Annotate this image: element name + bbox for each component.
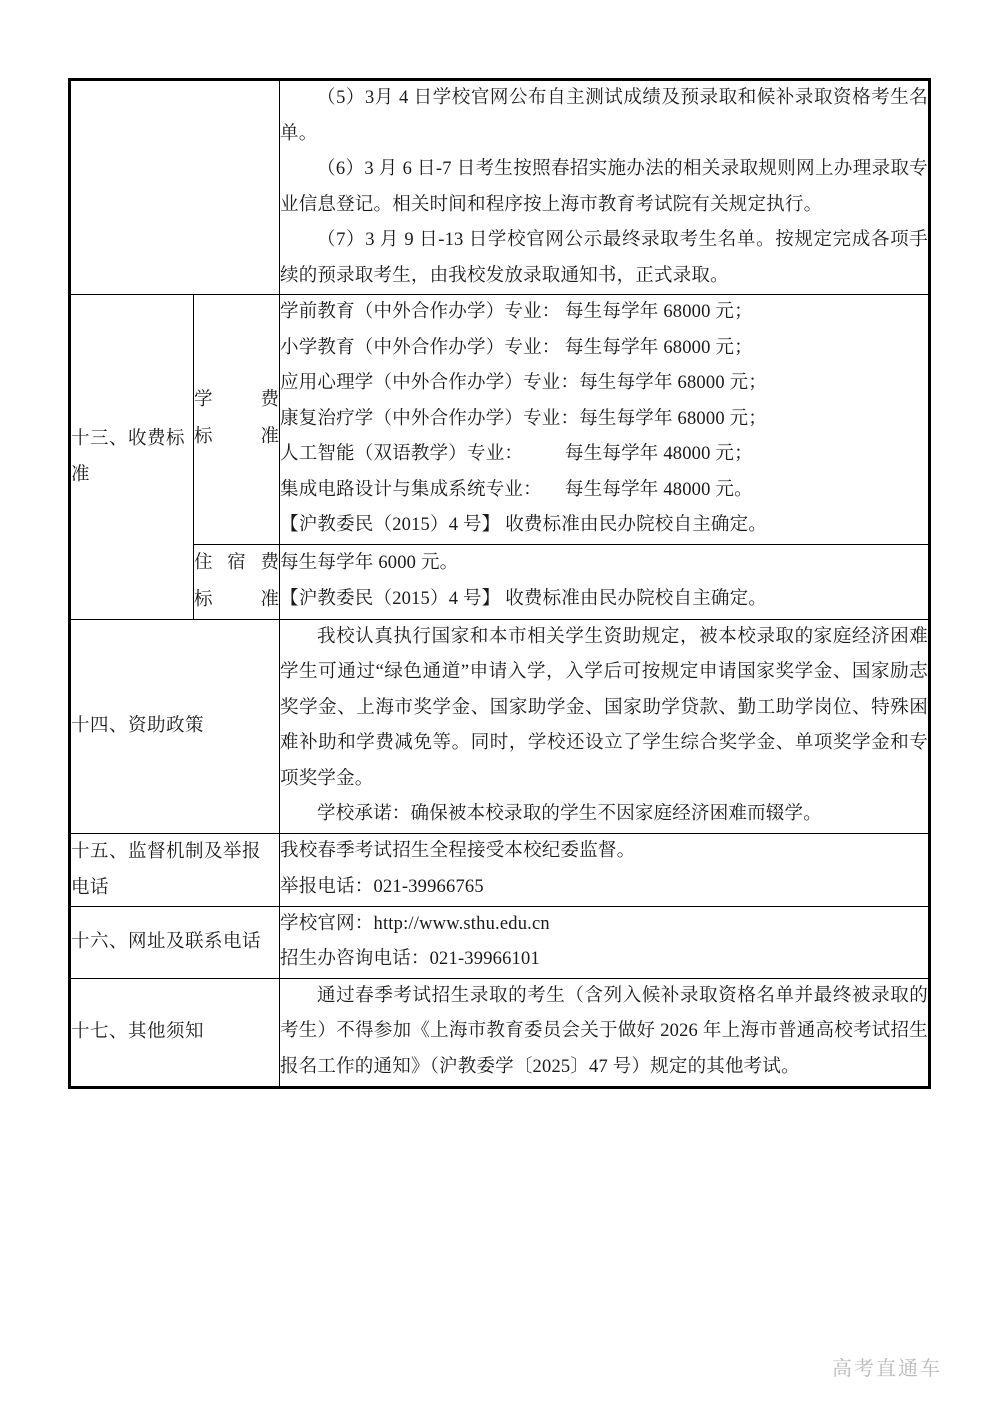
tuition-major-name: 学前教育（中外合作办学）专业： — [280, 302, 561, 323]
accommodation-fee-sub-label — [194, 544, 280, 619]
table-row-supervision — [70, 833, 930, 906]
tuition-fee-sub-label — [194, 295, 280, 545]
tuition-item — [280, 331, 928, 367]
other-notices-paragraph: 通过春季考试招生录取的考生（含列入候补录取资格名单并最终被录取的考生）不得参加《上海市教育委员会关于做好 2026 年上海市普通高校考试招生报名工作的通知》（沪教委学〔2025〕47 号）规定的其他考试。 — [280, 985, 928, 1077]
tuition-amount: 每生每学年 48000 元。 — [565, 479, 753, 500]
accommodation-fee-body — [280, 544, 930, 619]
tuition-sub-label-line1: 学 费 — [194, 390, 279, 411]
aid-paragraph-1: 我校认真执行国家和本市相关学生资助规定，被本校录取的家庭经济困难学生可通过“绿色通道”申请入学，入学后可按规定申请国家奖学金、国家励志奖学金、上海市奖学金、国家助学金、国家助学贷款、勤工助学岗位、特殊困难补助和学费减免等。同时，学校还设立了学生综合奖学金、单项奖学金和专项奖学金。 — [280, 626, 928, 789]
other-row-label: 十七、其他须知 — [70, 978, 280, 1087]
aid-row-body — [280, 619, 930, 833]
tuition-sub-label-line2: 标 准 — [194, 427, 279, 448]
tuition-item — [280, 437, 928, 473]
tuition-item — [280, 366, 928, 402]
contact-row-body — [280, 906, 930, 978]
supervision-statement: 我校春季考试招生全程接受本校纪委监督。 — [280, 841, 636, 862]
schedule-line-5: （5）3月 4 日学校官网公布自主测试成绩及预录取和候补录取资格考生名单。 — [280, 88, 928, 144]
table-row-other-notices — [70, 978, 930, 1087]
schedule-row-body-cell — [280, 80, 930, 295]
tuition-major-name: 人工智能（双语教学）专业： — [280, 444, 524, 465]
tuition-fee-body — [280, 295, 930, 545]
tuition-amount: 每生每学年 68000 元； — [565, 337, 753, 358]
tuition-amount: 每生每学年 68000 元； — [565, 302, 753, 323]
watermark-gaokao-zhitongche: 高考直通车 — [832, 1356, 942, 1380]
tuition-item — [280, 473, 928, 509]
tuition-major-name: 康复治疗学（中外合作办学）专业： — [280, 408, 580, 429]
tuition-major-name: 应用心理学（中外合作办学）专业： — [280, 373, 580, 394]
aid-paragraph-2: 学校承诺：确保被本校录取的学生不因家庭经济困难而辍学。 — [317, 804, 822, 825]
admissions-regulation-table — [68, 78, 931, 1089]
schedule-row-label-cell — [70, 80, 280, 295]
report-phone: 举报电话：021-39966765 — [280, 876, 484, 897]
school-website-line: 学校官网：http://www.sthu.edu.cn — [280, 913, 550, 934]
table-row-accommodation-fee — [70, 544, 930, 619]
accommodation-sub-label-line2: 标 准 — [194, 589, 279, 610]
tuition-major-name: 小学教育（中外合作办学）专业： — [280, 337, 561, 358]
admissions-office-phone: 招生办咨询电话：021-39966101 — [280, 949, 540, 970]
accommodation-amount: 每生每学年 6000 元。 — [280, 553, 459, 574]
table-row-tuition-fee — [70, 295, 930, 545]
accommodation-policy-note: 【沪教委民（2015）4 号】 收费标准由民办院校自主确定。 — [280, 588, 768, 609]
table-row-contact — [70, 906, 930, 978]
aid-row-label: 十四、资助政策 — [70, 619, 280, 833]
schedule-line-7: （7）3 月 9 日-13 日学校官网公示最终录取考生名单。按规定完成各项手续的预录取考生，由我校发放录取通知书，正式录取。 — [280, 230, 928, 286]
supervision-row-label: 十五、监督机制及举报电话 — [70, 833, 280, 906]
accommodation-sub-label-line1: 住 宿 费 — [194, 552, 279, 573]
tuition-major-name: 集成电路设计与集成系统专业： — [280, 479, 542, 500]
tuition-item — [280, 295, 928, 331]
tuition-amount: 每生每学年 68000 元； — [579, 408, 768, 429]
supervision-row-body — [280, 833, 930, 906]
tuition-policy-note: 【沪教委民（2015）4 号】 收费标准由民办院校自主确定。 — [280, 515, 768, 536]
table-row-schedule — [70, 80, 930, 295]
tuition-amount: 每生每学年 68000 元； — [579, 373, 768, 394]
contact-row-label: 十六、网址及联系电话 — [70, 906, 280, 978]
tuition-amount: 每生每学年 48000 元； — [565, 444, 753, 465]
schedule-line-6: （6）3 月 6 日-7 日考生按照春招实施办法的相关录取规则网上办理录取专业信息登记。相关时间和程序按上海市教育考试院有关规定执行。 — [280, 159, 928, 215]
table-row-financial-aid — [70, 619, 930, 833]
fee-row-label: 十三、收费标准 — [70, 295, 194, 620]
tuition-item — [280, 402, 928, 438]
other-row-body — [280, 978, 930, 1087]
